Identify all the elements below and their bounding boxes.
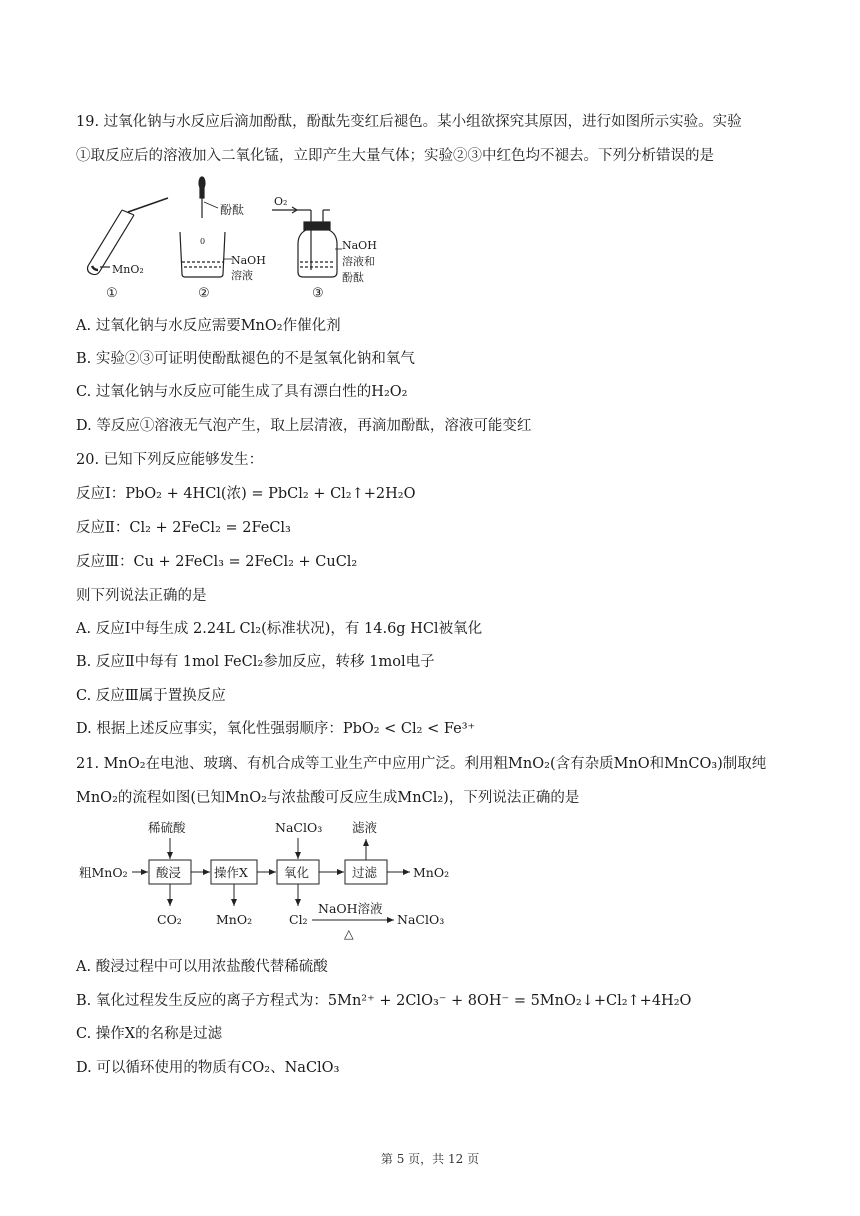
- q20-reaction-2: 反应Ⅱ：Cl₂ + 2FeCl₂ = 2FeCl₃: [76, 520, 291, 536]
- flow-arrow-product: NaClO₃: [397, 912, 445, 927]
- page-footer: 第 5 页，共 12 页: [380, 1152, 480, 1166]
- fig-label-phenol: 酚酞: [220, 203, 245, 217]
- flow-box1-label: 酸浸: [156, 865, 182, 880]
- q21-stem-line2: MnO₂的流程如图(已知MnO₂与浓盐酸可反应生成MnCl₂)，下列说法正确的是: [76, 790, 580, 806]
- q20-option-d: D. 根据上述反应事实，氧化性强弱顺序：PbO₂ < Cl₂ < Fe³⁺: [76, 721, 476, 737]
- q19-option-c: C. 过氧化钠与水反应可能生成了具有漂白性的H₂O₂: [76, 384, 408, 400]
- flow-top4: 滤液: [352, 820, 378, 835]
- flow-box3-label: 氧化: [284, 865, 310, 880]
- q21-option-b: B. 氧化过程发生反应的离子方程式为：5Mn²⁺ + 2ClO₃⁻ + 8OH⁻ = 5MnO₂↓+Cl₂↑+4H₂O: [76, 993, 692, 1009]
- fig-num-1: ①: [106, 286, 118, 301]
- q19-stem-line1: 19. 过氧化钠与水反应后滴加酚酞，酚酞先变红后褪色。某小组欲探究其原因，进行如图所示实验。实验: [76, 114, 742, 130]
- fig-label-naoh3: NaOH: [342, 239, 377, 252]
- gas-bottle-3: [272, 207, 342, 277]
- flow-bottom3: Cl₂: [289, 912, 308, 927]
- flow-input: 粗MnO₂: [79, 865, 128, 880]
- fig-label-o2: O₂: [274, 195, 288, 208]
- q19-option-b: B. 实验②③可证明使酚酞褪色的不是氢氧化钠和氧气: [76, 351, 415, 367]
- q20-option-a: A. 反应Ⅰ中每生成 2.24L Cl₂(标准状况)，有 14.6g HCl被氧化: [76, 621, 483, 637]
- fig-label-phenol3: 酚酞: [342, 271, 364, 284]
- flow-bottom2: MnO₂: [216, 912, 253, 927]
- q20-reaction-1: 反应Ⅰ：PbO₂ + 4HCl(浓) = PbCl₂ + Cl₂↑+2H₂O: [76, 486, 416, 502]
- fig-label-naoh: NaOH: [231, 254, 266, 267]
- q20-option-c: C. 反应Ⅲ属于置换反应: [76, 688, 226, 704]
- q20-stem: 20. 已知下列反应能够发生：: [76, 452, 264, 468]
- q21-option-c: C. 操作X的名称是过滤: [76, 1026, 223, 1042]
- flow-output: MnO₂: [413, 865, 450, 880]
- flow-box2-label: 操作X: [214, 865, 248, 880]
- q21-flow-diagram: [76, 814, 466, 944]
- fig-num-2: ②: [198, 286, 210, 301]
- q19-option-d: D. 等反应①溶液无气泡产生，取上层清液，再滴加酚酞，溶液可能变红: [76, 418, 532, 434]
- flow-top1: 稀硫酸: [148, 820, 186, 835]
- q19-option-a: A. 过氧化钠与水反应需要MnO₂作催化剂: [76, 318, 341, 334]
- q21-option-d: D. 可以循环使用的物质有CO₂、NaClO₃: [76, 1060, 340, 1076]
- fig-num-3: ③: [312, 286, 324, 301]
- fig-label-solution-and: 溶液和: [342, 255, 375, 268]
- q20-reaction-3: 反应Ⅲ：Cu + 2FeCl₃ = 2FeCl₂ + CuCl₂: [76, 554, 358, 570]
- fig-label-mno2: MnO₂: [112, 263, 144, 276]
- flow-arrow-bottom: △: [344, 926, 354, 941]
- q20-prompt: 则下列说法正确的是: [76, 588, 207, 604]
- q20-option-b: B. 反应Ⅱ中每有 1mol FeCl₂参加反应，转移 1mol电子: [76, 654, 435, 670]
- q19-stem-line2: ①取反应后的溶液加入二氧化锰，立即产生大量气体；实验②③中红色均不褪去。下列分析错误的是: [76, 148, 714, 164]
- q19-experiment-figure: [80, 174, 380, 304]
- flow-top3: NaClO₃: [275, 820, 323, 835]
- flow-box4-label: 过滤: [352, 865, 378, 880]
- fig-label-solution: 溶液: [231, 269, 253, 282]
- flow-arrow-top: NaOH溶液: [318, 901, 383, 916]
- flow-bottom1: CO₂: [157, 912, 182, 927]
- q21-stem-line1: 21. MnO₂在电池、玻璃、有机合成等工业生产中应用广泛。利用粗MnO₂(含有杂质MnO和MnCO₃)制取纯: [76, 756, 767, 772]
- svg-text:0: 0: [200, 237, 206, 246]
- q21-option-a: A. 酸浸过程中可以用浓盐酸代替稀硫酸: [76, 959, 328, 975]
- beaker-2: [180, 177, 232, 277]
